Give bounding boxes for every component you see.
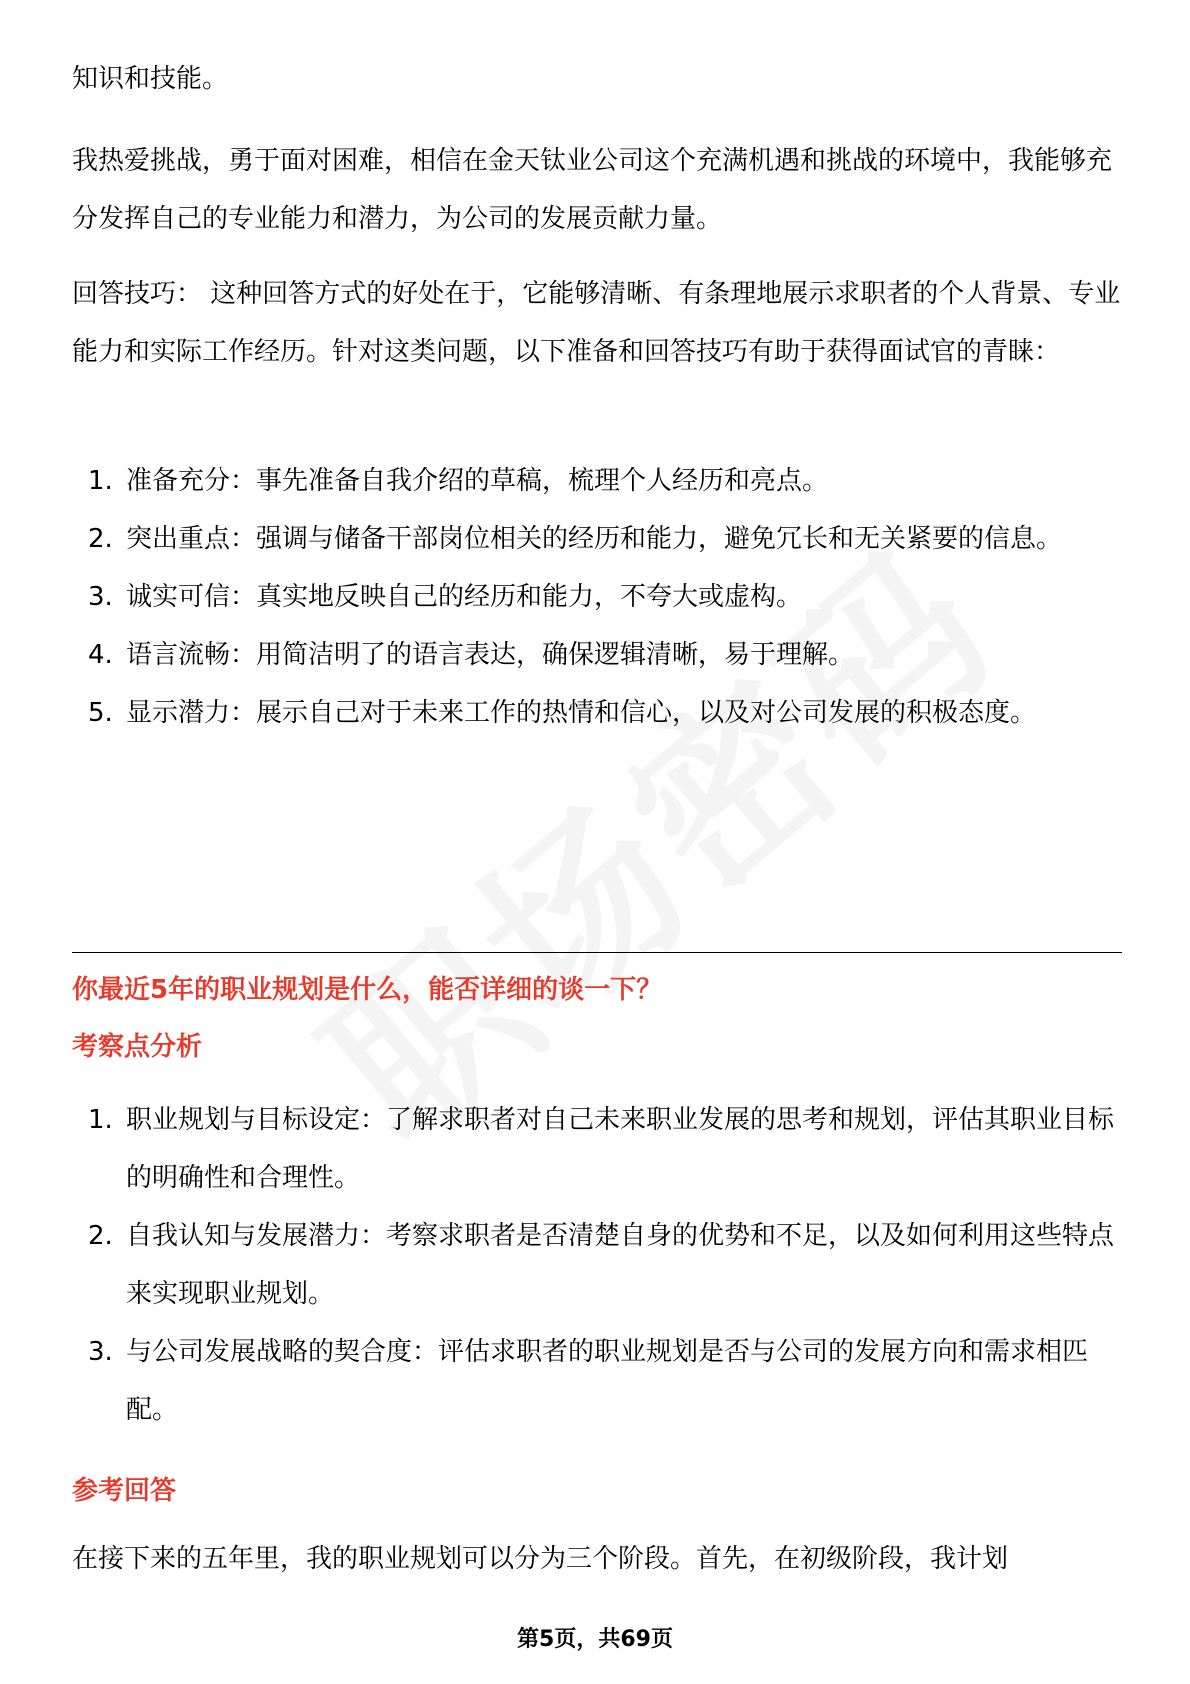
question-heading: 你最近5年的职业规划是什么，能否详细的谈一下？	[72, 975, 663, 1005]
list-item	[72, 568, 1122, 626]
list-item	[72, 1323, 1122, 1439]
list-item-number: 1.	[88, 1105, 113, 1135]
answer-paragraph: 在接下来的五年里，我的职业规划可以分为三个阶段。首先，在初级阶段，我计划	[72, 1544, 1009, 1574]
list-item-number: 1.	[88, 466, 113, 496]
list-item-text: 准备充分：事先准备自我介绍的草稿，梳理个人经历和亮点。	[126, 466, 829, 496]
list-item-text: 与公司发展战略的契合度：评估求职者的职业规划是否与公司的发展方向和需求相匹配。	[126, 1337, 1089, 1425]
list-item	[72, 452, 1122, 510]
list-item-number: 2.	[88, 524, 113, 554]
list-item-text: 语言流畅：用简洁明了的语言表达，确保逻辑清晰，易于理解。	[126, 640, 855, 670]
list-item	[72, 684, 1122, 742]
paragraph-continuation: 知识和技能。	[72, 64, 229, 94]
analysis-list	[72, 1091, 1122, 1439]
list-item-text: 显示潜力：展示自己对于未来工作的热情和信心，以及对公司发展的积极态度。	[126, 698, 1037, 728]
list-item-number: 2.	[88, 1221, 113, 1251]
list-item-text: 诚实可信：真实地反映自己的经历和能力，不夸大或虚构。	[126, 582, 803, 612]
list-item-number: 3.	[88, 582, 113, 612]
tips-list	[72, 452, 1122, 742]
paragraph-motivation: 我热爱挑战，勇于面对困难，相信在金天钛业公司这个充满机遇和挑战的环境中，我能够充分发挥自己的专业能力和潜力，为公司的发展贡献力量。	[72, 146, 1113, 234]
list-item	[72, 510, 1122, 568]
list-item-text: 职业规划与目标设定：了解求职者对自己未来职业发展的思考和规划，评估其职业目标的明确性和合理性。	[126, 1105, 1115, 1193]
list-item-text: 自我认知与发展潜力：考察求职者是否清楚自身的优势和不足，以及如何利用这些特点来实现职业规划。	[126, 1221, 1115, 1309]
list-item	[72, 626, 1122, 684]
paragraph-answer-tips: 回答技巧： 这种回答方式的好处在于，它能够清晰、有条理地展示求职者的个人背景、专业能力和实际工作经历。针对这类问题，以下准备和回答技巧有助于获得面试官的青睐：	[72, 279, 1121, 367]
list-item	[72, 1207, 1122, 1323]
section-divider	[72, 952, 1122, 953]
list-item-number: 3.	[88, 1337, 113, 1367]
list-item-number: 4.	[88, 640, 113, 670]
list-item-number: 5.	[88, 698, 113, 728]
list-item	[72, 1091, 1122, 1207]
analysis-heading: 考察点分析	[72, 1032, 203, 1062]
list-item-text: 突出重点：强调与储备干部岗位相关的经历和能力，避免冗长和无关紧要的信息。	[126, 524, 1063, 554]
answer-heading: 参考回答	[72, 1476, 177, 1506]
page-number: 第5页，共69页	[517, 1627, 673, 1652]
